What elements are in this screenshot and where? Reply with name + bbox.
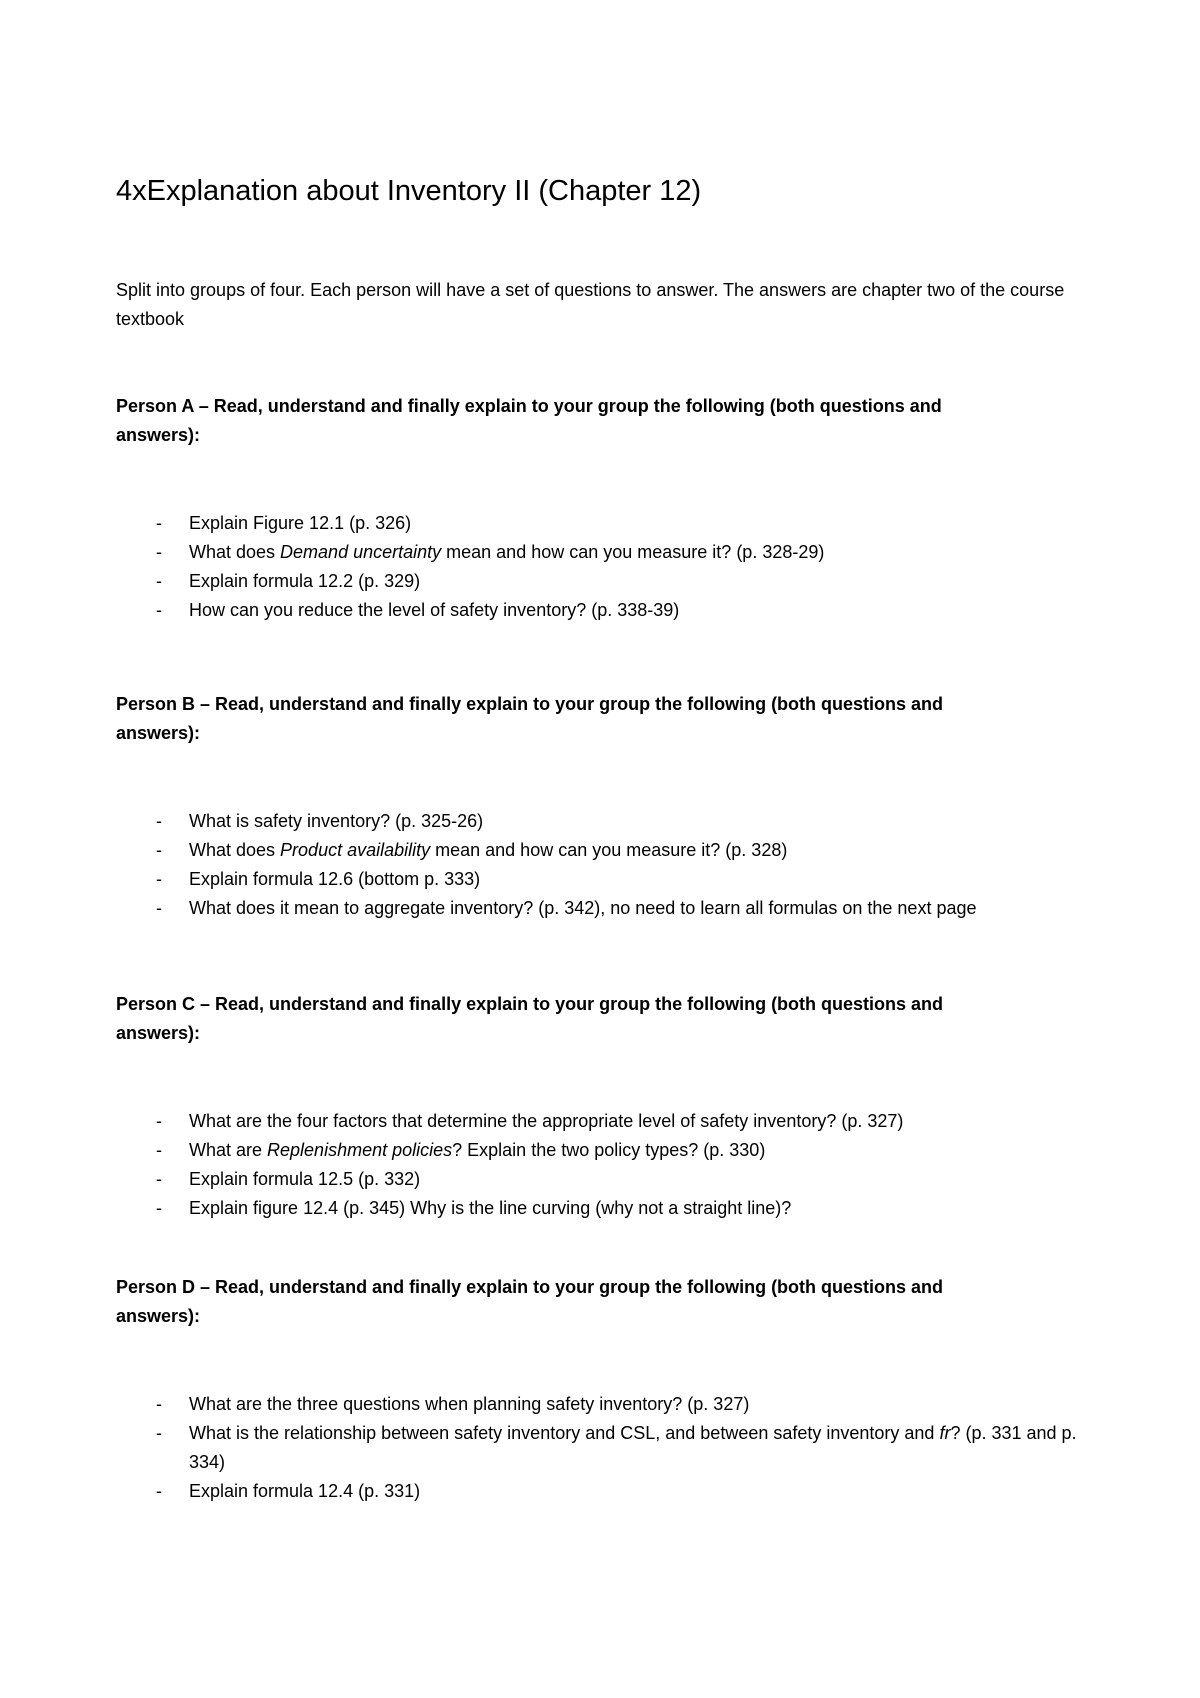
item-text: Explain formula 12.5 (p. 332): [189, 1169, 421, 1189]
list-item: [116, 836, 1116, 865]
list-item: [116, 509, 1116, 538]
bullet-dash: -: [156, 1169, 162, 1189]
bullet-dash: -: [156, 1423, 162, 1443]
bullet-dash: -: [156, 600, 162, 620]
bullet-dash: -: [156, 1198, 162, 1218]
bullet-dash: -: [156, 869, 162, 889]
item-emphasis: Demand uncertainty: [280, 542, 442, 562]
item-text: Explain Figure 12.1 (p. 326): [189, 513, 412, 533]
item-text: What are the three questions when planning safety inventory? (p. 327): [189, 1394, 750, 1414]
section-person-c: [116, 990, 1116, 1223]
list-item: [116, 1477, 1116, 1506]
question-list: [116, 509, 1116, 625]
list-item: [116, 1165, 1116, 1194]
section-person-d: [116, 1273, 1116, 1506]
question-list: [116, 1390, 1116, 1506]
list-item: [116, 1194, 1116, 1223]
bullet-dash: -: [156, 1481, 162, 1501]
bullet-dash: -: [156, 840, 162, 860]
item-text-tail: mean and how can you measure it? (p. 328): [430, 840, 788, 860]
item-text: What is the relationship between safety inventory and CSL, and between safety inventory and: [189, 1423, 940, 1443]
list-item: [116, 567, 1116, 596]
bullet-dash: -: [156, 898, 162, 918]
section-person-a: [116, 392, 1116, 625]
question-list: [116, 807, 1116, 923]
item-text-tail: ? Explain the two policy types? (p. 330): [452, 1140, 766, 1160]
list-item: [116, 1107, 1116, 1136]
list-item: [116, 1419, 1116, 1477]
item-text: What are the four factors that determine the appropriate level of safety inventory? (p. 327): [189, 1111, 904, 1131]
item-emphasis: Product availability: [280, 840, 431, 860]
section-heading: Person C – Read, understand and finally explain to your group the following (both questions and answers):: [116, 994, 944, 1043]
item-text-tail: ? (p. 331 and p. 334): [189, 1423, 1077, 1472]
section-heading: Person A – Read, understand and finally explain to your group the following (both questions and answers):: [116, 396, 942, 445]
item-emphasis: fr: [939, 1423, 951, 1443]
item-text-tail: mean and how can you measure it? (p. 328-29): [441, 542, 825, 562]
list-item: [116, 807, 1116, 836]
bullet-dash: -: [156, 542, 162, 562]
list-item: [116, 596, 1116, 625]
list-item: [116, 538, 1116, 567]
bullet-dash: -: [156, 1140, 162, 1160]
bullet-dash: -: [156, 571, 162, 591]
section-person-b: [116, 690, 1116, 923]
item-text: What does: [189, 840, 281, 860]
bullet-dash: -: [156, 1394, 162, 1414]
section-heading: Person B – Read, understand and finally explain to your group the following (both questions and answers):: [116, 694, 944, 743]
list-item: [116, 1390, 1116, 1419]
bullet-dash: -: [156, 1111, 162, 1131]
item-text: Explain formula 12.2 (p. 329): [189, 571, 421, 591]
item-emphasis: Replenishment policies: [267, 1140, 453, 1160]
item-text: What are: [189, 1140, 268, 1160]
item-text: Explain formula 12.6 (bottom p. 333): [189, 869, 481, 889]
item-text: What does: [189, 542, 281, 562]
bullet-dash: -: [156, 513, 162, 533]
list-item: [116, 894, 1116, 923]
document-title: 4xExplanation about Inventory II (Chapter 12): [116, 175, 702, 207]
item-text: How can you reduce the level of safety inventory? (p. 338-39): [189, 600, 680, 620]
list-item: [116, 865, 1116, 894]
bullet-dash: -: [156, 811, 162, 831]
list-item: [116, 1136, 1116, 1165]
item-text: Explain formula 12.4 (p. 331): [189, 1481, 421, 1501]
section-heading: Person D – Read, understand and finally explain to your group the following (both questions and answers):: [116, 1277, 944, 1326]
item-text: Explain figure 12.4 (p. 345) Why is the line curving (why not a straight line)?: [189, 1198, 792, 1218]
intro-paragraph: Split into groups of four. Each person will have a set of questions to answer. The answers are chapter two of the course textbook: [116, 280, 1065, 329]
item-text: What is safety inventory? (p. 325-26): [189, 811, 484, 831]
item-text: What does it mean to aggregate inventory? (p. 342), no need to learn all formulas on the next page: [189, 898, 977, 918]
question-list: [116, 1107, 1116, 1223]
